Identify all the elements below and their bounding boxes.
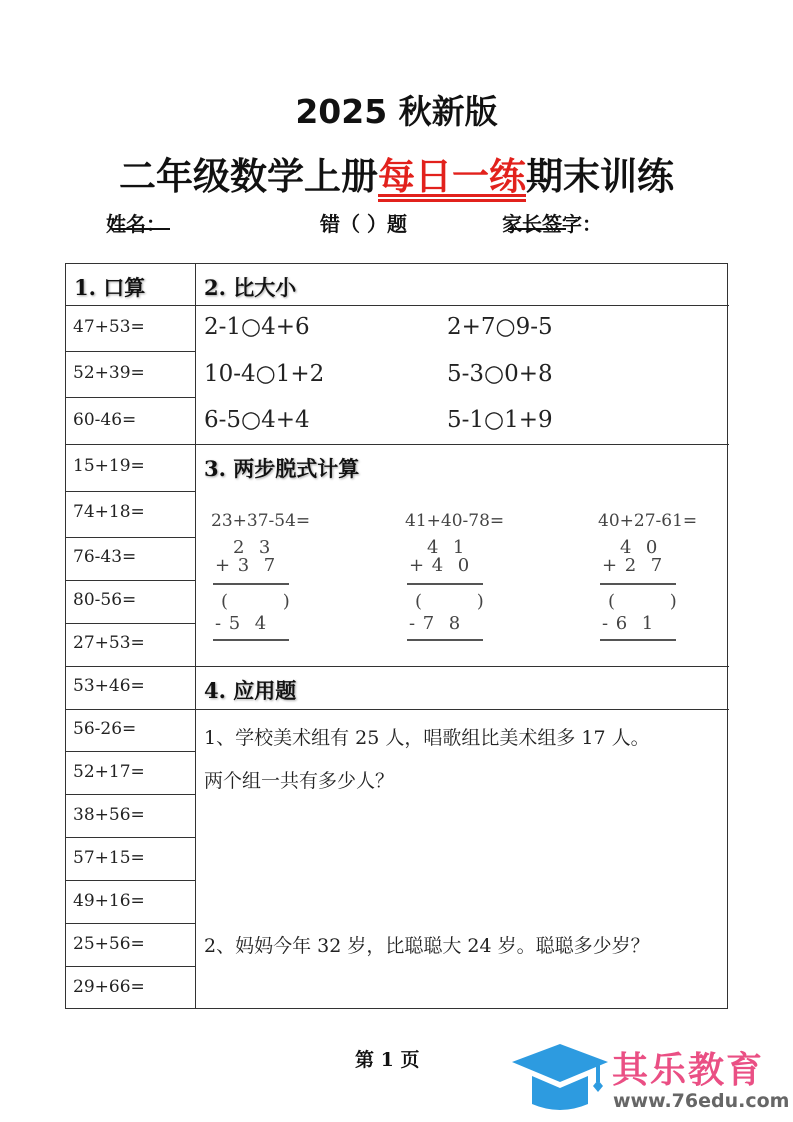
- title-prefix: 二年级数学上册: [119, 155, 378, 198]
- column-divider: [195, 264, 196, 1008]
- section3-heading: 3. 两步脱式计算: [204, 456, 360, 481]
- calc-addend1: 4 1: [427, 537, 466, 558]
- calc-subtrahend: - 6 1: [602, 613, 655, 634]
- oral-item: 56-26=: [73, 719, 137, 739]
- page-number: 第 1 页: [355, 1049, 420, 1071]
- calc-rule: [213, 639, 289, 641]
- vertical-calc: [598, 511, 718, 651]
- row-divider: [66, 666, 729, 667]
- calc-answer-blank[interactable]: ( ): [415, 591, 485, 612]
- row-divider: [66, 837, 196, 838]
- calc-subtrahend: - 7 8: [409, 613, 462, 634]
- row-divider: [66, 794, 196, 795]
- brand-logo: [510, 1042, 790, 1117]
- row-divider: [66, 709, 729, 710]
- brand-name: 其乐教育: [612, 1050, 765, 1091]
- title-line2: [0, 146, 793, 200]
- title-suffix: 期末训练: [526, 155, 674, 198]
- row-divider: [66, 923, 196, 924]
- vertical-calc: [211, 511, 331, 651]
- row-divider: [66, 351, 196, 352]
- oral-item: 49+16=: [73, 891, 145, 911]
- row-divider: [66, 966, 196, 967]
- section2-heading: 2. 比大小: [204, 275, 297, 300]
- calc-rule: [600, 639, 676, 641]
- calc-addend1: 2 3: [233, 537, 272, 558]
- row-divider: [66, 444, 729, 445]
- oral-item: 53+46=: [73, 676, 145, 696]
- oral-item: 29+66=: [73, 977, 145, 997]
- oral-item: 74+18=: [73, 502, 145, 522]
- worksheet-table: [65, 263, 728, 1009]
- calc-addend2: + 4 0: [409, 555, 471, 576]
- oral-item: 47+53=: [73, 317, 145, 337]
- calc-subtrahend: - 5 4: [215, 613, 268, 634]
- row-divider: [66, 623, 196, 624]
- oral-item: 25+56=: [73, 934, 145, 954]
- oral-item: 60-46=: [73, 410, 137, 430]
- calc-rule: [213, 583, 289, 585]
- calc-rule: [600, 583, 676, 585]
- calc-answer-blank[interactable]: ( ): [608, 591, 678, 612]
- calc-addend1: 4 0: [620, 537, 659, 558]
- row-divider: [66, 880, 196, 881]
- word-problem-1-line1: 1、学校美术组有 25 人，唱歌组比美术组多 17 人。: [204, 727, 650, 749]
- calc-expression: 23+37-54=: [211, 511, 311, 531]
- compare-item: 10-4○1+2: [204, 361, 325, 387]
- compare-item: 2+7○9-5: [447, 314, 553, 340]
- compare-item: 5-3○0+8: [447, 361, 553, 387]
- oral-item: 27+53=: [73, 633, 145, 653]
- compare-item: 6-5○4+4: [204, 407, 310, 433]
- calc-rule: [407, 639, 483, 641]
- oral-item: 57+15=: [73, 848, 145, 868]
- calc-rule: [407, 583, 483, 585]
- calc-expression: 40+27-61=: [598, 511, 698, 531]
- graduation-cap-icon: [510, 1042, 610, 1117]
- oral-item: 52+39=: [73, 363, 145, 383]
- title-line1: 2025 秋新版: [295, 92, 498, 131]
- oral-item: 38+56=: [73, 805, 145, 825]
- calc-answer-blank[interactable]: ( ): [221, 591, 291, 612]
- word-problem-2: 2、妈妈今年 32 岁，比聪聪大 24 岁。聪聪多少岁？: [204, 935, 650, 957]
- oral-item: 15+19=: [73, 456, 145, 476]
- parent-sign-label: 家长签字：: [502, 212, 602, 236]
- name-label: 姓名：: [106, 212, 166, 236]
- vertical-calc: [405, 511, 525, 651]
- calc-expression: 41+40-78=: [405, 511, 505, 531]
- oral-item: 80-56=: [73, 590, 137, 610]
- parent-sign-blank[interactable]: [508, 208, 566, 230]
- title-highlight: 每日一练: [378, 155, 526, 198]
- row-divider: [66, 580, 196, 581]
- compare-item: 5-1○1+9: [447, 407, 553, 433]
- row-divider: [66, 751, 196, 752]
- oral-item: 76-43=: [73, 547, 137, 567]
- name-blank[interactable]: [112, 208, 170, 230]
- oral-item: 52+17=: [73, 762, 145, 782]
- row-divider: [66, 491, 196, 492]
- section4-heading: 4. 应用题: [204, 678, 297, 703]
- row-divider: [66, 397, 196, 398]
- section1-heading: 1. 口算: [74, 275, 146, 300]
- calc-addend2: + 2 7: [602, 555, 664, 576]
- brand-url[interactable]: www.76edu.com: [613, 1090, 790, 1112]
- compare-item: 2-1○4+6: [204, 314, 310, 340]
- word-problem-1-line2: 两个组一共有多少人？: [204, 770, 395, 792]
- row-divider: [66, 537, 196, 538]
- errors-label: 错（ ）题: [320, 212, 407, 236]
- calc-addend2: + 3 7: [215, 555, 277, 576]
- row-divider: [66, 305, 729, 306]
